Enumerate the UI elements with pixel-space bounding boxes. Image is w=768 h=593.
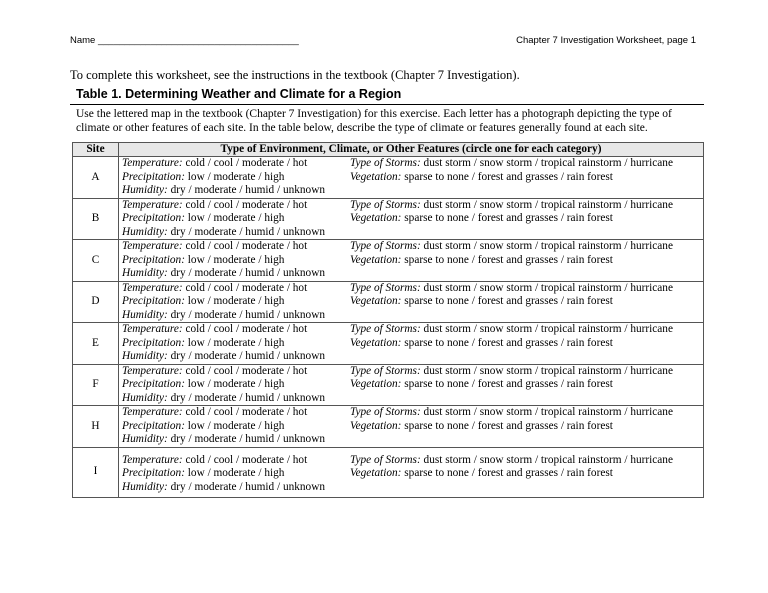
temperature-label: Temperature: xyxy=(122,364,183,377)
temperature-label: Temperature: xyxy=(122,406,183,418)
precipitation-options[interactable]: low / moderate / high xyxy=(184,378,285,390)
vegetation-options[interactable]: sparse to none / forest and grasses / rain forest xyxy=(401,467,613,479)
name-field-label: Name ______________________________________ xyxy=(70,35,299,46)
worksheet-page-title: Chapter 7 Investigation Worksheet, page 1 xyxy=(516,35,696,46)
title-rule-top xyxy=(70,104,704,105)
storms-line xyxy=(350,157,700,171)
storms-line xyxy=(350,282,700,296)
temperature-options[interactable]: cold / cool / moderate / hot xyxy=(182,198,308,211)
precipitation-options[interactable]: low / moderate / high xyxy=(184,419,285,432)
storms-label: Type of Storms: xyxy=(350,240,421,252)
vegetation-label: Vegetation: xyxy=(350,336,402,349)
site-features xyxy=(119,406,704,448)
precipitation-options[interactable]: low / moderate / high xyxy=(184,212,285,224)
site-features xyxy=(119,157,704,199)
storms-line xyxy=(350,365,700,379)
vegetation-label: Vegetation: xyxy=(350,212,402,224)
temperature-line xyxy=(122,199,350,213)
vegetation-options[interactable]: sparse to none / forest and grasses / rain forest xyxy=(401,253,613,266)
table-row xyxy=(73,240,704,282)
vegetation-label: Vegetation: xyxy=(350,419,402,432)
precipitation-label: Precipitation: xyxy=(122,419,185,432)
humidity-line xyxy=(122,226,350,240)
humidity-options[interactable]: dry / moderate / humid / unknown xyxy=(167,433,326,445)
storms-label: Type of Storms: xyxy=(350,198,421,211)
temperature-options[interactable]: cold / cool / moderate / hot xyxy=(182,157,308,169)
site-features xyxy=(119,364,704,406)
climate-table xyxy=(72,142,704,498)
humidity-label: Humidity: xyxy=(122,267,168,279)
vegetation-line xyxy=(350,254,700,268)
vegetation-label: Vegetation: xyxy=(350,467,402,479)
site-letter: H xyxy=(73,406,119,448)
storms-label: Type of Storms: xyxy=(350,323,421,335)
site-features xyxy=(119,240,704,282)
storms-line xyxy=(350,454,700,468)
humidity-options[interactable]: dry / moderate / humid / unknown xyxy=(167,350,326,362)
storms-options[interactable]: dust storm / snow storm / tropical rainstorm / hurricane xyxy=(420,364,673,377)
table-title: Table 1. Determining Weather and Climate for a Region xyxy=(76,87,402,101)
site-features xyxy=(119,198,704,240)
site-letter: D xyxy=(73,281,119,323)
humidity-line xyxy=(122,309,350,323)
precipitation-label: Precipitation: xyxy=(122,467,185,479)
site-letter: A xyxy=(73,157,119,199)
storms-options[interactable]: dust storm / snow storm / tropical rainstorm / hurricane xyxy=(420,406,673,418)
instructions-text: To complete this worksheet, see the instructions in the textbook (Chapter 7 Investigation). xyxy=(70,68,520,82)
vegetation-label: Vegetation: xyxy=(350,378,402,390)
precipitation-options[interactable]: low / moderate / high xyxy=(184,170,285,183)
storms-options[interactable]: dust storm / snow storm / tropical rainstorm / hurricane xyxy=(420,157,673,169)
vegetation-options[interactable]: sparse to none / forest and grasses / rain forest xyxy=(401,170,613,183)
table-row xyxy=(73,447,704,497)
precipitation-options[interactable]: low / moderate / high xyxy=(184,467,285,479)
humidity-line xyxy=(122,433,350,447)
temperature-line xyxy=(122,157,350,171)
temperature-options[interactable]: cold / cool / moderate / hot xyxy=(182,453,308,466)
table-row xyxy=(73,406,704,448)
humidity-options[interactable]: dry / moderate / humid / unknown xyxy=(167,267,326,279)
precipitation-label: Precipitation: xyxy=(122,295,185,307)
temperature-label: Temperature: xyxy=(122,323,183,335)
temperature-label: Temperature: xyxy=(122,453,183,466)
precipitation-line xyxy=(122,212,350,226)
temperature-options[interactable]: cold / cool / moderate / hot xyxy=(182,323,308,335)
precipitation-label: Precipitation: xyxy=(122,378,185,390)
humidity-label: Humidity: xyxy=(122,480,168,493)
site-letter: B xyxy=(73,198,119,240)
temperature-line xyxy=(122,406,350,420)
vegetation-line xyxy=(350,420,700,434)
humidity-options[interactable]: dry / moderate / humid / unknown xyxy=(167,184,326,196)
storms-options[interactable]: dust storm / snow storm / tropical rainstorm / hurricane xyxy=(420,323,673,335)
precipitation-options[interactable]: low / moderate / high xyxy=(184,253,285,266)
precipitation-label: Precipitation: xyxy=(122,212,185,224)
precipitation-line xyxy=(122,467,350,481)
table-row xyxy=(73,198,704,240)
table-row xyxy=(73,157,704,199)
storms-line xyxy=(350,406,700,420)
storms-line xyxy=(350,323,700,337)
humidity-label: Humidity: xyxy=(122,184,168,196)
site-column-header: Site xyxy=(73,143,119,157)
precipitation-line xyxy=(122,254,350,268)
storms-label: Type of Storms: xyxy=(350,281,421,294)
storms-label: Type of Storms: xyxy=(350,157,421,169)
humidity-line xyxy=(122,184,350,198)
storms-options[interactable]: dust storm / snow storm / tropical rainstorm / hurricane xyxy=(420,198,673,211)
humidity-label: Humidity: xyxy=(122,308,168,321)
precipitation-label: Precipitation: xyxy=(122,253,185,266)
features-column-header: Type of Environment, Climate, or Other Features (circle one for each category) xyxy=(119,143,704,157)
storms-line xyxy=(350,240,700,254)
site-letter: F xyxy=(73,364,119,406)
precipitation-line xyxy=(122,171,350,185)
table-row xyxy=(73,281,704,323)
precipitation-line xyxy=(122,337,350,351)
temperature-options[interactable]: cold / cool / moderate / hot xyxy=(182,281,308,294)
vegetation-line xyxy=(350,467,700,481)
vegetation-label: Vegetation: xyxy=(350,295,402,307)
site-letter: E xyxy=(73,323,119,365)
storms-line xyxy=(350,199,700,213)
storms-options[interactable]: dust storm / snow storm / tropical rainstorm / hurricane xyxy=(420,281,673,294)
temperature-options[interactable]: cold / cool / moderate / hot xyxy=(182,364,308,377)
vegetation-line xyxy=(350,378,700,392)
temperature-line xyxy=(122,365,350,379)
site-letter: C xyxy=(73,240,119,282)
table-row xyxy=(73,364,704,406)
humidity-line xyxy=(122,481,350,495)
storms-options[interactable]: dust storm / snow storm / tropical rainstorm / hurricane xyxy=(420,240,673,252)
vegetation-line xyxy=(350,337,700,351)
vegetation-line xyxy=(350,295,700,309)
site-features xyxy=(119,447,704,497)
precipitation-options[interactable]: low / moderate / high xyxy=(184,295,285,307)
temperature-line xyxy=(122,240,350,254)
temperature-label: Temperature: xyxy=(122,157,183,169)
vegetation-options[interactable]: sparse to none / forest and grasses / rain forest xyxy=(401,212,613,224)
precipitation-label: Precipitation: xyxy=(122,336,185,349)
precipitation-options[interactable]: low / moderate / high xyxy=(184,336,285,349)
vegetation-options[interactable]: sparse to none / forest and grasses / rain forest xyxy=(401,419,613,432)
humidity-options[interactable]: dry / moderate / humid / unknown xyxy=(167,225,326,238)
temperature-line xyxy=(122,282,350,296)
vegetation-label: Vegetation: xyxy=(350,170,402,183)
storms-label: Type of Storms: xyxy=(350,364,421,377)
temperature-label: Temperature: xyxy=(122,281,183,294)
site-features xyxy=(119,323,704,365)
table-description: Use the lettered map in the textbook (Chapter 7 Investigation) for this exercise. Each letter has a photograph depicting the type of climate or other features of each site. In the table below, describe the type of climate or features generally found at each site. xyxy=(76,108,672,134)
precipitation-line xyxy=(122,378,350,392)
humidity-label: Humidity: xyxy=(122,225,168,238)
vegetation-options[interactable]: sparse to none / forest and grasses / rain forest xyxy=(401,295,613,307)
storms-label: Type of Storms: xyxy=(350,406,421,418)
vegetation-options[interactable]: sparse to none / forest and grasses / rain forest xyxy=(401,378,613,390)
humidity-line xyxy=(122,267,350,281)
table-row xyxy=(73,323,704,365)
site-letter: I xyxy=(73,447,119,497)
humidity-label: Humidity: xyxy=(122,433,168,445)
temperature-options[interactable]: cold / cool / moderate / hot xyxy=(182,240,308,252)
temperature-options[interactable]: cold / cool / moderate / hot xyxy=(182,406,308,418)
vegetation-options[interactable]: sparse to none / forest and grasses / rain forest xyxy=(401,336,613,349)
humidity-options[interactable]: dry / moderate / humid / unknown xyxy=(167,480,326,493)
humidity-options[interactable]: dry / moderate / humid / unknown xyxy=(167,308,326,321)
storms-label: Type of Storms: xyxy=(350,453,421,466)
temperature-label: Temperature: xyxy=(122,240,183,252)
humidity-line xyxy=(122,392,350,406)
vegetation-line xyxy=(350,171,700,185)
storms-options[interactable]: dust storm / snow storm / tropical rainstorm / hurricane xyxy=(420,453,673,466)
humidity-label: Humidity: xyxy=(122,350,168,362)
vegetation-line xyxy=(350,212,700,226)
precipitation-line xyxy=(122,420,350,434)
site-features xyxy=(119,281,704,323)
humidity-line xyxy=(122,350,350,364)
humidity-label: Humidity: xyxy=(122,391,168,404)
temperature-label: Temperature: xyxy=(122,198,183,211)
precipitation-line xyxy=(122,295,350,309)
precipitation-label: Precipitation: xyxy=(122,170,185,183)
temperature-line xyxy=(122,454,350,468)
temperature-line xyxy=(122,323,350,337)
vegetation-label: Vegetation: xyxy=(350,253,402,266)
humidity-options[interactable]: dry / moderate / humid / unknown xyxy=(167,391,326,404)
